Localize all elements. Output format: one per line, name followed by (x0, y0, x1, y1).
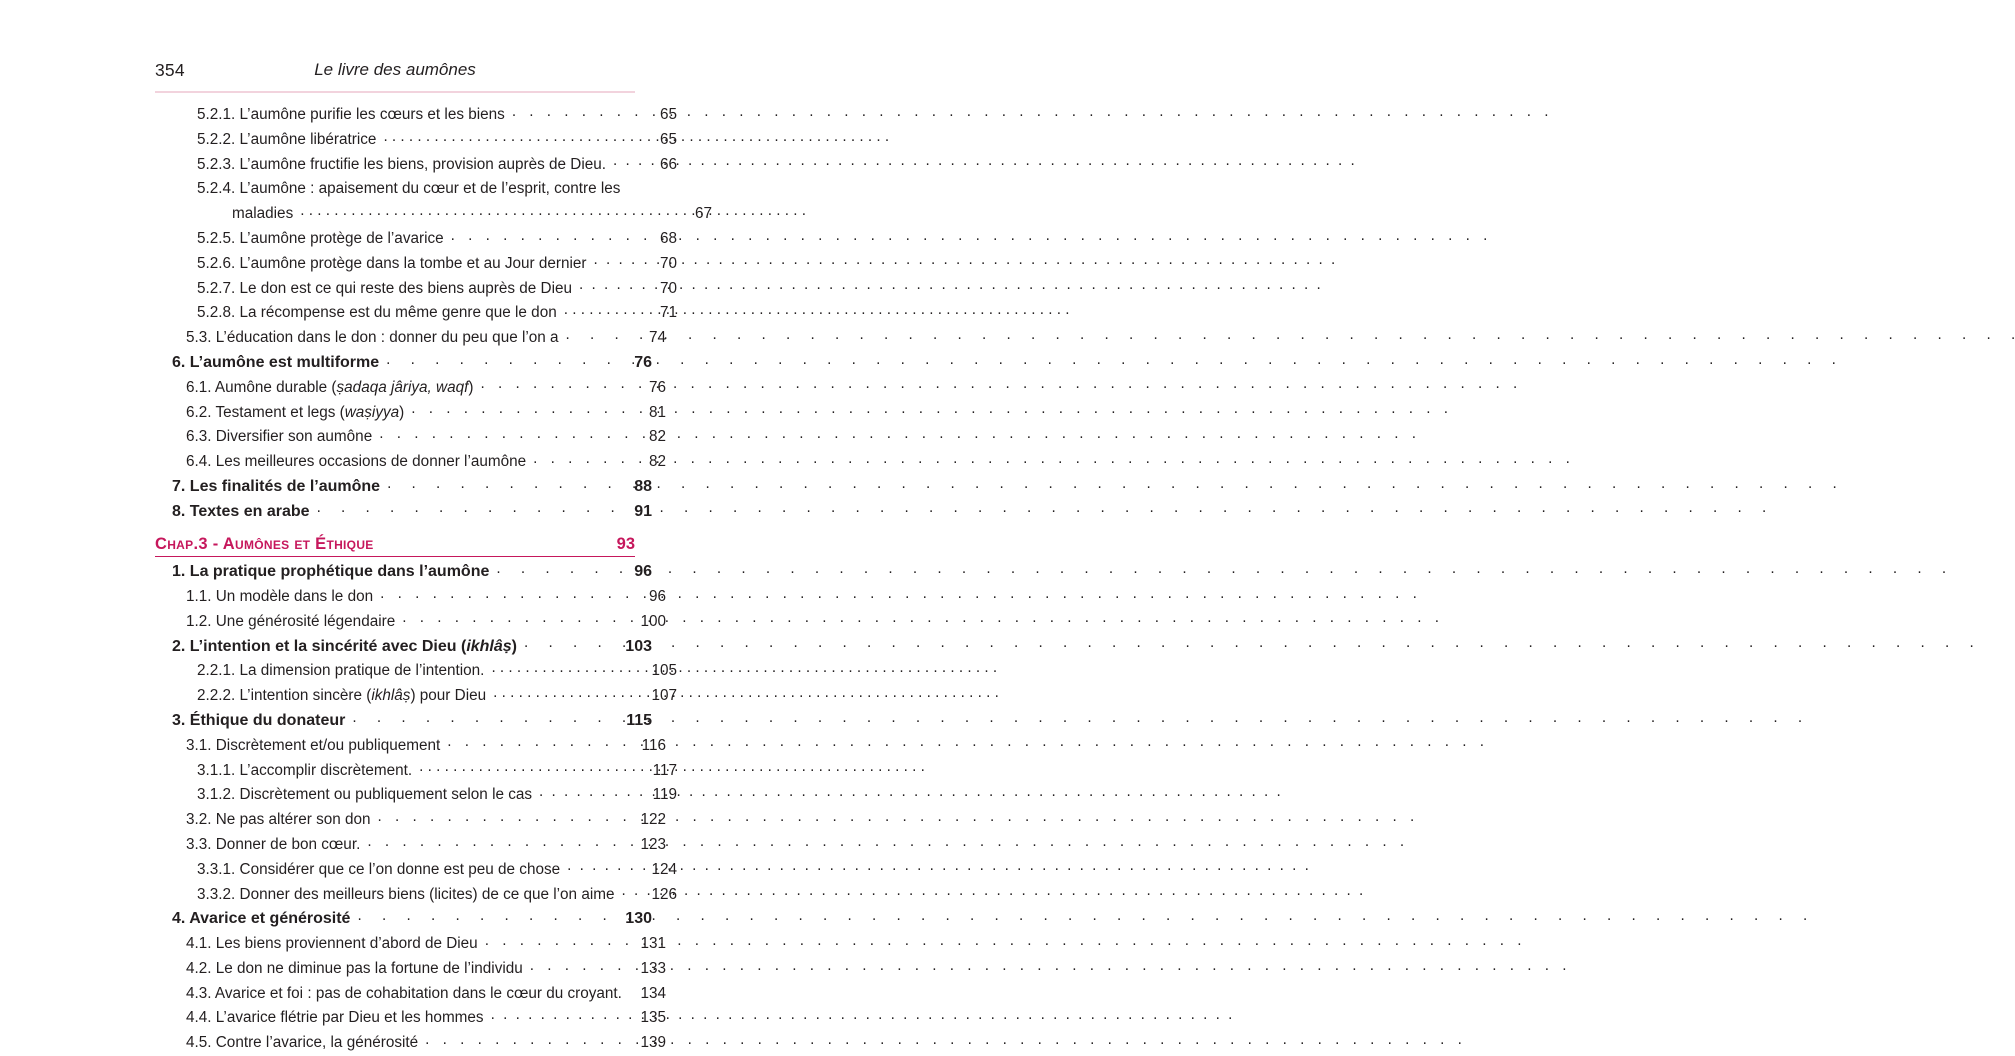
dot-leader (491, 1007, 630, 1022)
toc-entry[interactable] (155, 759, 677, 784)
toc-entry-label: 6.4. Les meilleures occasions de donner l’aumône (186, 453, 527, 471)
toc-entry-label: 3.2. Ne pas altérer son don (186, 811, 371, 829)
dot-leader (533, 451, 630, 466)
toc-entry-label: 5.3. L’éducation dans le don : donner du peu que l’on a (186, 329, 559, 347)
toc-entry[interactable] (155, 401, 666, 426)
toc-entry-label: 3.3.2. Donner des meilleurs biens (licites) de ce que l’on aime (197, 885, 615, 903)
toc-entry[interactable] (155, 734, 666, 759)
toc-entry-page-number: 100 (640, 612, 666, 630)
toc-entry-label: 4.4. L’avarice flétrie par Dieu et les hommes (186, 1009, 484, 1027)
toc-entry-label: 1.2. Une générosité légendaire (186, 612, 396, 630)
dot-leader (566, 327, 630, 342)
toc-entry-page-number: 130 (625, 910, 652, 928)
toc-entry-page-number: 133 (640, 959, 666, 977)
toc-entry[interactable] (155, 376, 666, 401)
dot-leader (317, 500, 614, 516)
dot-leader (380, 586, 630, 601)
dot-leader (402, 610, 630, 625)
dot-leader (593, 252, 641, 267)
toc-entry-label: 5.2.3. L’aumône fructifie les biens, provision auprès de Dieu. (197, 155, 607, 173)
dot-leader (621, 883, 641, 898)
toc-entry-label: 2.2.2. L’intention sincère (ikhlâṣ) pour Dieu (197, 687, 487, 705)
running-header (155, 60, 635, 90)
toc-entry[interactable] (155, 957, 666, 982)
toc-entry[interactable] (155, 635, 652, 660)
toc-entry-page-number: 122 (640, 811, 666, 829)
toc-entry[interactable] (155, 500, 652, 525)
toc-entry[interactable] (155, 1031, 666, 1056)
dot-leader (480, 376, 630, 391)
toc-entry-label: 1.1. Un modèle dans le don (186, 587, 374, 605)
toc-entry-page-number: 124 (651, 860, 677, 878)
toc-entry[interactable] (155, 585, 666, 610)
header-divider-rule (155, 91, 635, 93)
toc-entry-label: 7. Les finalités de l’aumône (172, 477, 381, 495)
toc-entry-page-number: 76 (634, 353, 652, 371)
toc-entry[interactable] (155, 128, 677, 153)
dot-leader (567, 858, 641, 873)
toc-entry-page-number: 81 (648, 403, 666, 421)
toc-entry-page-number: 82 (648, 428, 666, 446)
dot-leader (485, 933, 630, 948)
toc-entry[interactable] (155, 907, 652, 932)
toc-section-chapter-3 (155, 560, 677, 1056)
dot-leader (530, 958, 630, 973)
toc-entry-page-number: 119 (652, 786, 677, 804)
dot-leader (579, 277, 641, 292)
transliteration-term: waṣiyya (344, 403, 400, 421)
toc-entry-page-number: 131 (640, 935, 666, 953)
dot-leader (627, 178, 641, 193)
dot-leader (613, 153, 641, 168)
toc-entry-label: 3.1.2. Discrètement ou publiquement selon le cas (197, 786, 533, 804)
transliteration-term: ikhlâṣ (466, 637, 512, 655)
toc-entry-page-number: 68 (659, 229, 677, 247)
toc-entry[interactable] (155, 103, 677, 128)
toc-entry-label: 5.2.5. L’aumône protège de l’avarice (197, 229, 444, 247)
dot-leader (379, 426, 630, 441)
toc-entry[interactable] (155, 883, 677, 908)
toc-entry-page-number: 82 (648, 453, 666, 471)
toc-entry-page-number: 103 (625, 637, 652, 655)
toc-entry-label: 1. La pratique prophétique dans l’aumône (172, 563, 490, 581)
page-folio-number: 354 (155, 60, 185, 80)
toc-entry-label: 3.1.1. L’accomplir discrètement. (197, 761, 413, 779)
toc-entry[interactable] (155, 783, 677, 808)
dot-leader (300, 203, 676, 218)
toc-entry-page-number: 91 (634, 502, 652, 520)
toc-entry-label: 3.3.1. Considérer que ce l’on donne est peu de chose (197, 860, 561, 878)
chapter-page-number: 93 (616, 534, 635, 553)
dot-leader (451, 228, 641, 243)
toc-entry[interactable] (155, 202, 712, 227)
toc-entry[interactable] (155, 227, 677, 252)
toc-entry-page-number: 66 (659, 155, 677, 173)
toc-entry-page-number: 116 (641, 736, 666, 754)
toc-entry-page-number: 139 (640, 1034, 666, 1052)
toc-entry-page-number: 126 (651, 885, 677, 903)
toc-entry[interactable] (155, 858, 677, 883)
toc-entry-label: 2. L’intention et la sincérité avec Dieu (ikhlâṣ) (172, 637, 517, 655)
toc-entry-page-number: 135 (640, 1009, 666, 1027)
toc-entry[interactable] (155, 351, 652, 376)
dot-leader (387, 475, 614, 491)
dot-leader (386, 351, 614, 367)
toc-entry-page-number: 96 (648, 587, 666, 605)
toc-entry[interactable] (155, 610, 666, 635)
toc-entry[interactable] (155, 833, 666, 858)
toc-entry-page-number: 65 (659, 130, 677, 148)
toc-entry-label: maladies (232, 205, 294, 223)
dot-leader (512, 104, 641, 119)
toc-entry[interactable] (155, 709, 652, 734)
toc-entry[interactable] (155, 326, 666, 351)
toc-entry[interactable] (155, 177, 677, 202)
toc-entry-label: 3. Éthique du donateur (172, 711, 346, 729)
toc-entry[interactable] (155, 475, 652, 500)
toc-entry[interactable] (155, 659, 677, 684)
transliteration-term: ikhlâṣ (371, 687, 411, 705)
chapter-divider-rule (155, 556, 635, 558)
dot-leader (539, 784, 641, 799)
dot-leader (357, 907, 614, 923)
toc-entry[interactable] (155, 153, 677, 178)
dot-leader (493, 685, 641, 700)
toc-entry[interactable] (155, 450, 666, 475)
dot-leader (411, 401, 630, 416)
toc-entry-label: 3.3. Donner de bon cœur. (186, 835, 361, 853)
dot-leader (524, 635, 614, 651)
toc-entry-page-number: 117 (652, 761, 677, 779)
toc-entry[interactable] (155, 277, 677, 302)
toc-entry-label: 5.2.8. La récompense est du même genre que le don (197, 304, 557, 322)
toc-entry-label: 5.2.4. L’aumône : apaisement du cœur et de l’esprit, contre les (197, 180, 621, 198)
toc-entry-label: 2.2.1. La dimension pratique de l’intention. (197, 662, 485, 680)
dot-leader (491, 660, 641, 675)
toc-entry-page-number: 134 (640, 984, 666, 1002)
toc-entry[interactable] (155, 684, 677, 709)
toc-entry[interactable] (155, 425, 666, 450)
dot-leader (564, 302, 641, 317)
toc-entry-page-number: 105 (651, 662, 677, 680)
toc-entry-label: 4.3. Avarice et foi : pas de cohabitation dans le cœur du croyant. (186, 984, 622, 1002)
toc-entry-label: 4. Avarice et générosité (172, 910, 351, 928)
toc-entry-label: 5.2.7. Le don est ce qui reste des biens auprès de Dieu (197, 279, 573, 297)
toc-entry-page-number: 70 (659, 279, 677, 297)
table-of-contents (155, 103, 712, 1056)
toc-entry-label: 6.2. Testament et legs (waṣiyya) (186, 403, 405, 421)
toc-entry-page-number: 115 (626, 711, 652, 729)
toc-entry-page-number: 107 (651, 687, 677, 705)
toc-entry-label: 6.1. Aumône durable (ṣadaqa jâriya, waqf) (186, 378, 474, 396)
toc-entry-page-number: 70 (659, 254, 677, 272)
book-title: Le livre des aumônes (314, 60, 476, 79)
toc-entry-label: 6.3. Diversifier son aumône (186, 428, 373, 446)
dot-leader (352, 709, 614, 725)
toc-page (0, 0, 791, 1052)
dot-leader (496, 560, 614, 576)
toc-entry-page-number: 65 (659, 106, 677, 123)
toc-entry[interactable] (155, 252, 677, 277)
toc-entry-page-number: 67 (694, 205, 712, 223)
toc-entry[interactable] (155, 808, 666, 833)
toc-entry-label: 5.2.6. L’aumône protège dans la tombe et au Jour dernier (197, 254, 587, 272)
toc-entry-label: 8. Textes en arabe (172, 502, 310, 520)
toc-entry-page-number: 88 (634, 477, 652, 495)
dot-leader (383, 129, 641, 144)
dot-leader (419, 759, 641, 774)
toc-entry[interactable] (155, 560, 652, 585)
toc-entry[interactable] (155, 1006, 666, 1031)
toc-entry-label: 5.2.1. L’aumône purifie les cœurs et les biens (197, 106, 505, 123)
toc-entry-label: 3.1. Discrètement et/ou publiquement (186, 736, 441, 754)
dot-leader (425, 1032, 630, 1047)
toc-entry-page-number: 96 (634, 563, 652, 581)
transliteration-term: ṣadaqa jâriya, waqf (336, 378, 469, 396)
dot-leader (629, 982, 630, 997)
toc-entry-label: 5.2.2. L’aumône libératrice (197, 130, 377, 148)
chapter-heading-block[interactable] (155, 535, 635, 558)
toc-entry-page-number: 74 (648, 329, 666, 347)
toc-entry[interactable] (155, 301, 677, 326)
toc-section-before-chapter (155, 103, 712, 525)
toc-entry-page-number: 71 (659, 304, 677, 322)
toc-entry[interactable] (155, 932, 666, 957)
toc-entry-label: 4.5. Contre l’avarice, la générosité (186, 1034, 419, 1052)
toc-entry-page-number: 76 (648, 378, 666, 396)
toc-entry-page-number: 123 (640, 835, 666, 853)
dot-leader (367, 834, 630, 849)
dot-leader (378, 809, 630, 824)
chapter-title: Chap.3 - Aumônes et Éthique (155, 534, 374, 553)
toc-entry-label: 4.2. Le don ne diminue pas la fortune de l’individu (186, 959, 523, 977)
toc-entry[interactable] (155, 982, 666, 1007)
toc-entry-label: 6. L’aumône est multiforme (172, 353, 380, 371)
dot-leader (447, 734, 630, 749)
toc-entry-label: 4.1. Les biens proviennent d’abord de Dieu (186, 935, 478, 953)
